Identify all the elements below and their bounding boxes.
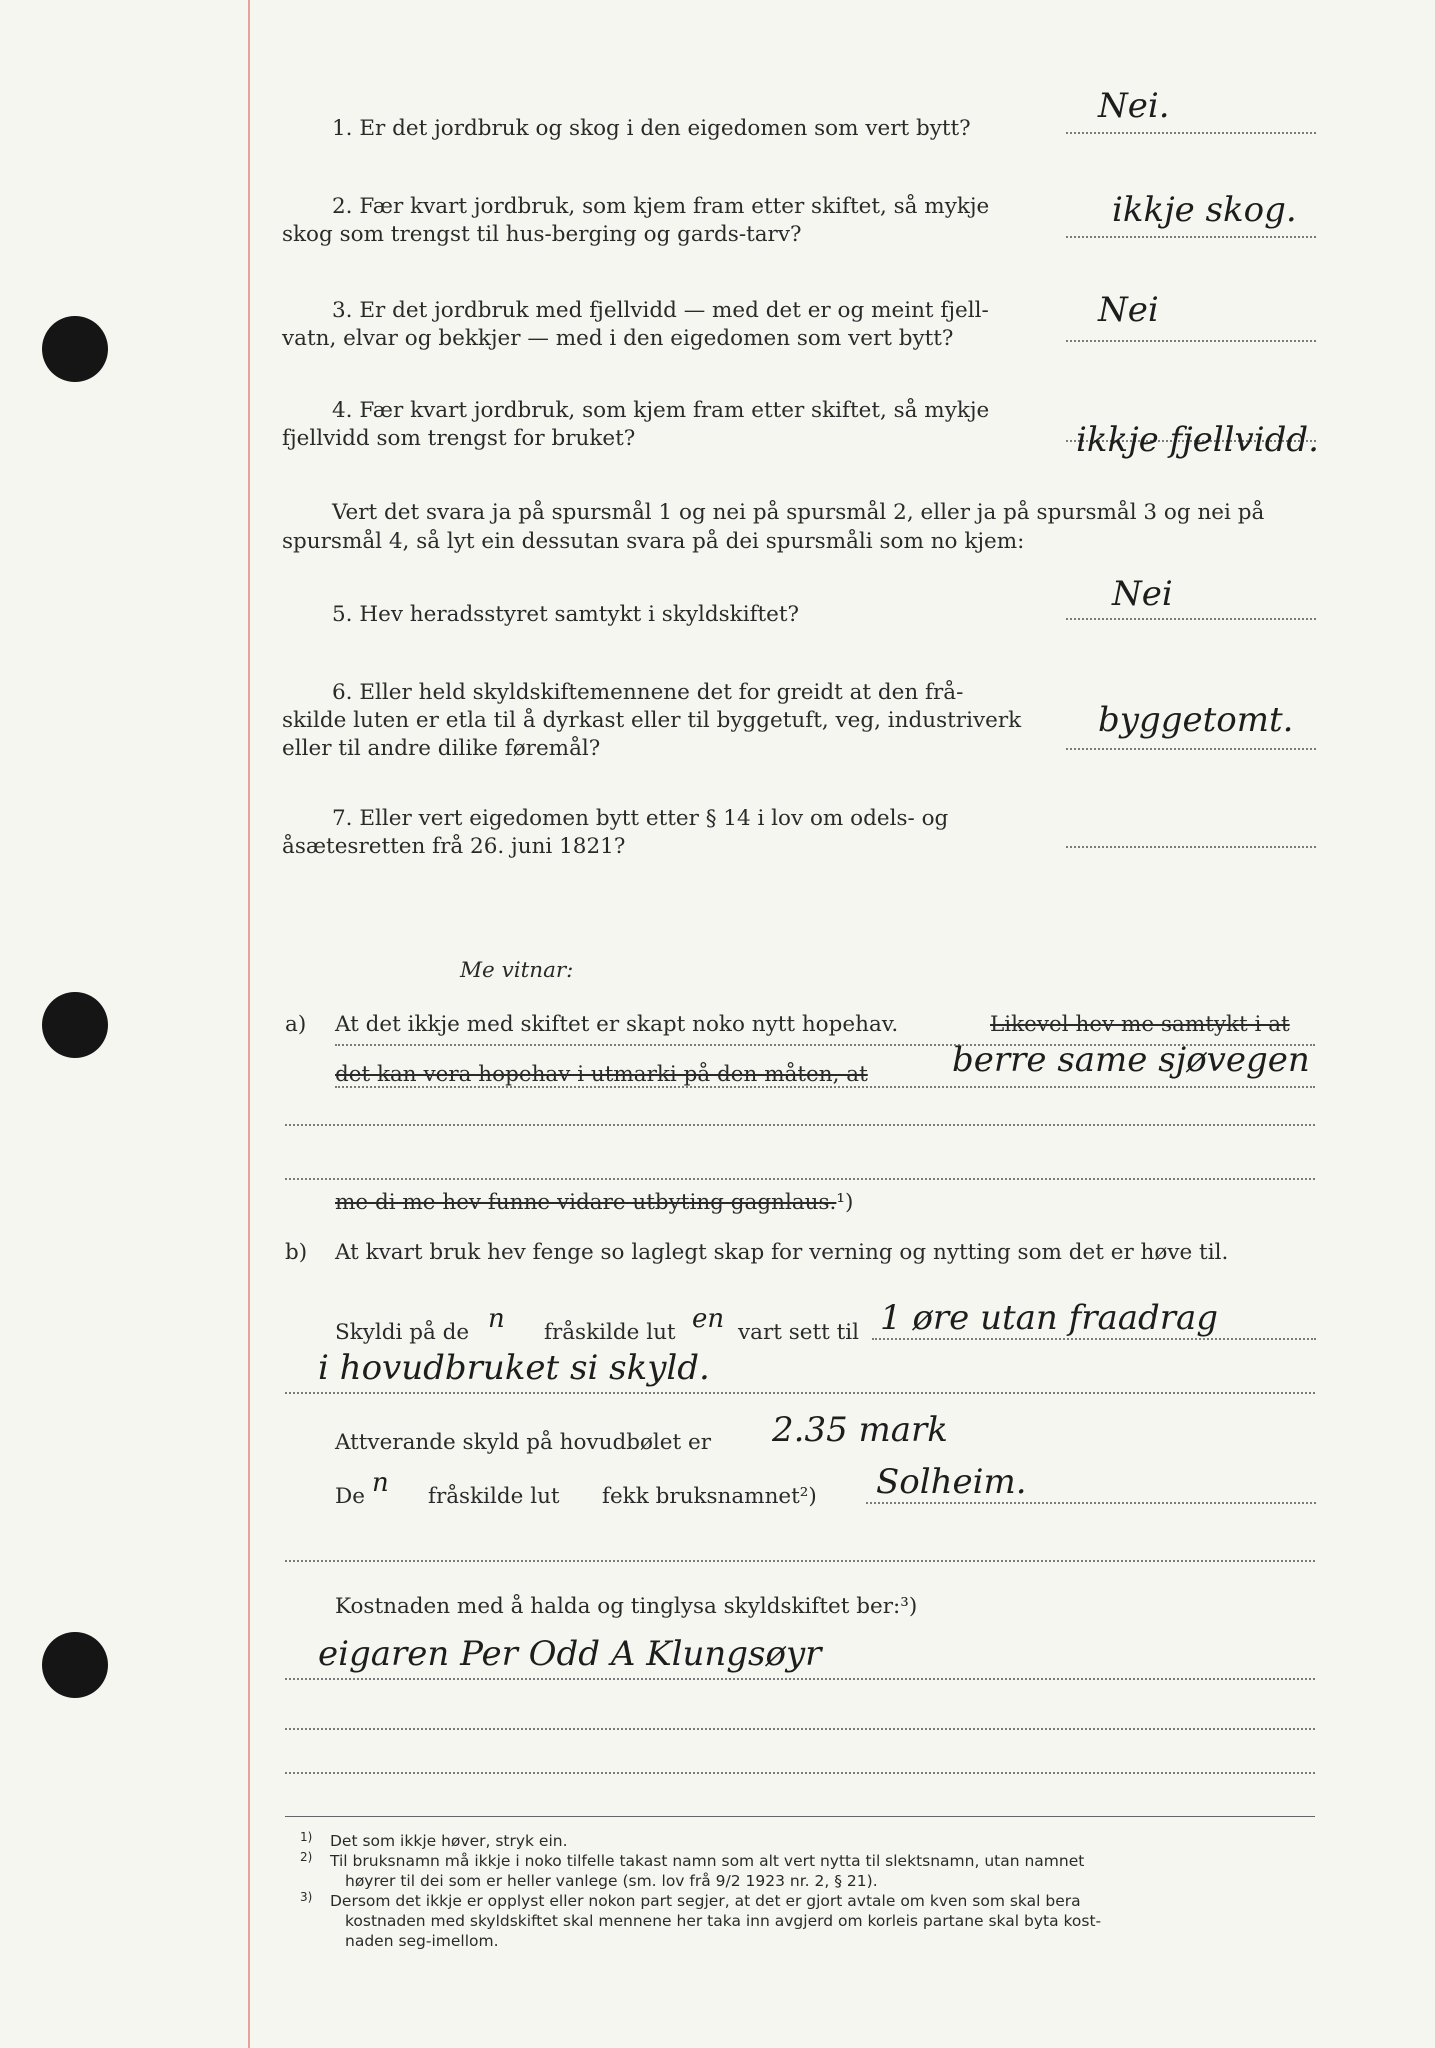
punch-hole-icon: [42, 316, 108, 382]
skyld-handwritten-suffix: en: [692, 1304, 725, 1334]
attverande-handwritten: 2.35 mark: [772, 1410, 948, 1450]
footnote-1: Det som ikkje høver, stryk ein.: [330, 1832, 568, 1850]
text-line: [285, 1392, 1315, 1394]
text-line: [285, 1178, 1315, 1180]
answer-line: [1066, 340, 1316, 342]
kostnad-handwritten: eigaren Per Odd A Klungsøyr: [318, 1634, 822, 1674]
question-4-line-1: 4. Fær kvart jordbruk, som kjem fram etter skiftet, så mykje: [332, 398, 990, 423]
footnote-3-line-1: Dersom det ikkje er opplyst eller nokon part segjer, at det er gjort avtale om kven som skal bera: [330, 1892, 1081, 1910]
question-2-line-1: 2. Fær kvart jordbruk, som kjem fram etter skiftet, så mykje: [332, 194, 990, 219]
bruksnamn-label-2: fråskilde lut: [428, 1484, 560, 1509]
answer-4-handwritten: ikkje fjellvidd.: [1076, 420, 1319, 460]
question-7-line-1: 7. Eller vert eigedomen bytt etter § 14 i lov om odels- og: [332, 806, 949, 831]
answer-line: [1066, 236, 1316, 238]
kostnad-label: Kostnaden med å halda og tinglysa skyldskiftet ber:³): [335, 1594, 918, 1619]
answer-line: [1066, 748, 1316, 750]
witness-b-label: b): [285, 1240, 308, 1265]
witness-a-line-2-struck: det kan vera hopehav i utmarki på den måten, at: [335, 1062, 868, 1087]
bruksnamn-handwritten: Solheim.: [876, 1462, 1027, 1502]
witness-a-handwritten: berre same sjøvegen: [952, 1040, 1310, 1080]
answer-line: [1066, 618, 1316, 620]
footnote-2-number: 2): [300, 1850, 313, 1864]
witness-a-line-1: At det ikkje med skiftet er skapt noko nytt hopehav.: [335, 1012, 899, 1037]
text-line: [866, 1502, 1316, 1504]
answer-5-handwritten: Nei: [1112, 574, 1173, 614]
intro-line-2: spursmål 4, så lyt ein dessutan svara på dei spursmåli som no kjem:: [282, 529, 1025, 554]
skyld-label-1: Skyldi på de: [335, 1320, 470, 1345]
answer-3-handwritten: Nei: [1098, 290, 1159, 330]
witness-b-line: At kvart bruk hev fenge so laglegt skap for verning og nytting som det er høve til.: [335, 1240, 1229, 1265]
witness-a-line-4-struck: me di me hev funne vidare utbyting gagnlaus.: [335, 1190, 837, 1215]
skyld-handwritten-suffix: n: [488, 1304, 505, 1334]
footnote-2-line-1: Til bruksnamn må ikkje i noko tilfelle takast namn som alt vert nytta til slektsnamn, utan namnet: [330, 1852, 1085, 1870]
text-line: [285, 1678, 1315, 1680]
bruksnamn-label-1: De: [335, 1484, 365, 1509]
text-line: [285, 1728, 1315, 1730]
footnote-rule: [285, 1816, 1315, 1817]
punch-hole-icon: [42, 1632, 108, 1698]
question-2-line-2: skog som trengst til hus-berging og gards-tarv?: [282, 222, 802, 247]
text-line: [285, 1124, 1315, 1126]
text-line: [335, 1086, 1315, 1088]
red-margin-line: [248, 0, 250, 2048]
bruksnamn-handwritten-suffix: n: [372, 1468, 389, 1498]
skyld-label-2: fråskilde lut: [544, 1320, 676, 1345]
witness-a-label: a): [285, 1012, 307, 1037]
footnote-3-line-3: naden seg-imellom.: [345, 1932, 499, 1950]
bruksnamn-label-3: fekk bruksnamnet²): [602, 1484, 817, 1509]
question-6-line-2: skilde luten er etla til å dyrkast eller til byggetuft, veg, industriverk: [282, 708, 1022, 733]
punch-hole-icon: [42, 992, 108, 1058]
text-line: [285, 1560, 1315, 1562]
question-4-line-2: fjellvidd som trengst for bruket?: [282, 426, 636, 451]
witness-heading: Me vitnar:: [460, 958, 574, 983]
question-1: 1. Er det jordbruk og skog i den eigedomen som vert bytt?: [332, 116, 971, 141]
question-3-line-2: vatn, elvar og bekkjer — med i den eigedomen som vert bytt?: [282, 326, 954, 351]
skyld-label-3: vart sett til: [738, 1320, 859, 1345]
answer-6-handwritten: byggetomt.: [1098, 700, 1294, 740]
answer-line: [1066, 132, 1316, 134]
question-5: 5. Hev heradsstyret samtykt i skyldskiftet?: [332, 602, 800, 627]
answer-2-handwritten: ikkje skog.: [1112, 190, 1297, 230]
footnote-2-line-2: høyrer til dei som er heller vanlege (sm. lov frå 9/2 1923 nr. 2, § 21).: [345, 1872, 878, 1890]
question-6-line-3: eller til andre dilike føremål?: [282, 736, 601, 761]
text-line: [285, 1772, 1315, 1774]
footnote-1-number: 1): [300, 1830, 313, 1844]
intro-line-1: Vert det svara ja på spursmål 1 og nei på spursmål 2, eller ja på spursmål 3 og nei på: [332, 500, 1265, 525]
witness-a-line-1-struck: Likevel hev me samtykt i at: [990, 1012, 1290, 1037]
answer-1-handwritten: Nei.: [1098, 86, 1170, 126]
question-3-line-1: 3. Er det jordbruk med fjellvidd — med det er og meint fjell-: [332, 298, 989, 323]
question-6-line-1: 6. Eller held skyldskiftemennene det for greidt at den frå-: [332, 680, 964, 705]
answer-line: [1066, 846, 1316, 848]
footnote-3-line-2: kostnaden med skyldskiftet skal mennene her taka inn avgjerd om korleis partane skal byta kost-: [345, 1912, 1102, 1930]
skyld-handwritten-1: 1 øre utan fraadrag: [880, 1298, 1219, 1338]
witness-a-line-4: [335, 1188, 853, 1218]
footnote-3-number: 3): [300, 1890, 313, 1904]
question-7-line-2: åsætesretten frå 26. juni 1821?: [282, 834, 626, 859]
text-line: [872, 1338, 1316, 1340]
footnote-ref: ¹): [836, 1190, 854, 1215]
skyld-handwritten-2: i hovudbruket si skyld.: [318, 1348, 710, 1388]
attverande-label: Attverande skyld på hovudbølet er: [335, 1430, 711, 1455]
